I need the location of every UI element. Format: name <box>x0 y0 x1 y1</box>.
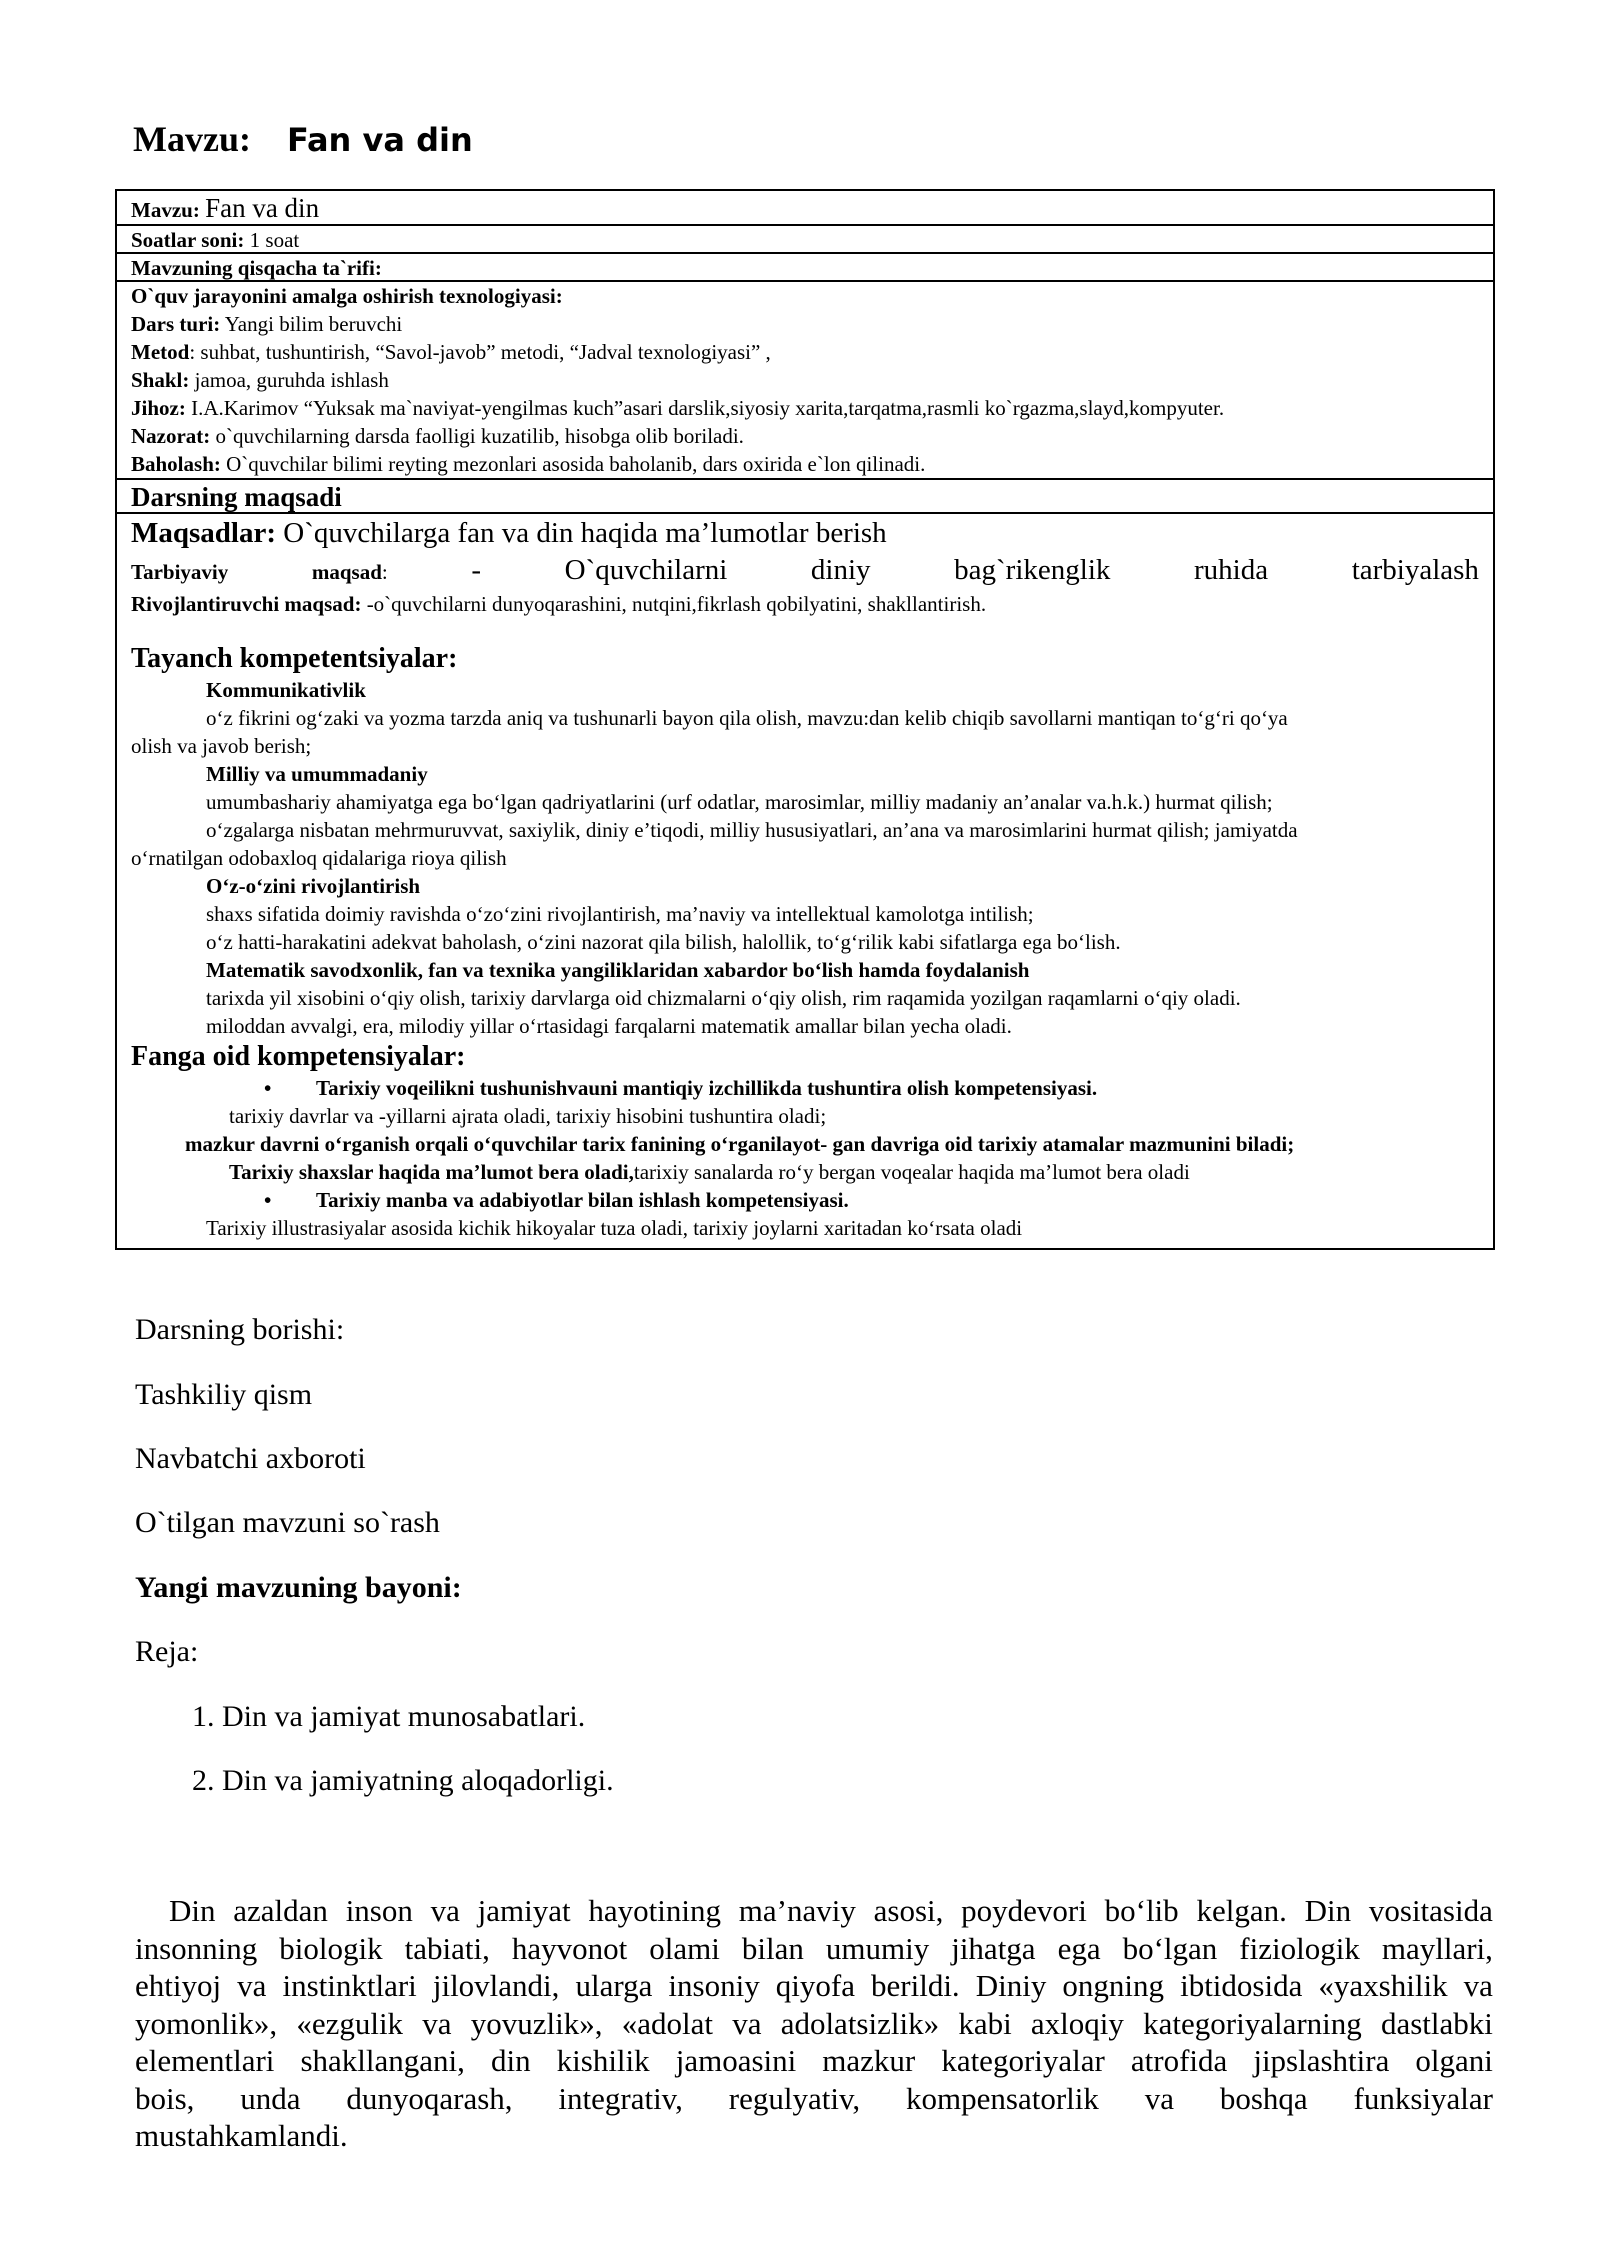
lesson-assessment: Baholash: O`quvchilar bilimi reyting mezonlari asosida baholanib, dars oxirida e`lon qilinadi. <box>131 452 926 476</box>
paragraph-line: ehtiyoj va instinktlari jilovlandi, ularga insoniy qiyofa berildi. Diniy ongning ibtidosida «yaxshilik va <box>135 1968 1493 2003</box>
table-row-topic <box>117 191 1493 226</box>
subject-competency-1-line: tarixiy davrlar va -yillarni ajrata oladi, tarixiy hisobini tushuntira oladi; <box>229 1104 827 1128</box>
bullet-icon: • <box>264 1076 272 1100</box>
competency-culture-line2: o‘zgalarga nisbatan mehrmuruvvat, saxiylik, diniy e’tiqodi, milliy hususiyatlari, an’ana va marosimlarini hurmat qilish; jamiyatda <box>206 818 1298 842</box>
subject-competency-1: • Tarixiy voqeilikni tushunishvauni mantiqiy izchillikda tushuntira olish kompetensiyasi. <box>264 1076 1098 1100</box>
duty-report: Navbatchi axboroti <box>135 1442 366 1475</box>
subject-competency-1-figures: Tarixiy shaxslar haqida ma’lumot bera oladi,tarixiy sanalarda ro‘y bergan voqealar haqida ma’lumot bera oladi <box>229 1160 1190 1184</box>
subject-competency-2: • Tarixiy manba va adabiyotlar bilan ishlash kompetensiyasi. <box>264 1188 849 1212</box>
title-label: Mavzu: <box>133 119 251 159</box>
paragraph-line: elementlari shakllangani, din kishilik jamoasini mazkur kategoriyalar atrofida jipslashtira olgani <box>135 2043 1493 2078</box>
competency-math-title: Matematik savodxonlik, fan va texnika yangiliklaridan xabardor bo‘lish hamda foydalanish <box>206 958 1030 982</box>
table-row-hours <box>117 226 1493 254</box>
paragraph-line: yomonlik», «ezgulik va yovuzlik», «adolat va adolatsizlik» kabi axloqiy kategoriyalarning dastlabki <box>135 2005 1493 2041</box>
lesson-type: Dars turi: Yangi bilim beruvchi <box>131 312 403 336</box>
competency-self-development-line2: o‘z hatti-harakatini adekvat baholash, o‘zini nazorat qila bilish, halollik, to‘g‘rilik kabi sifatlarga ega bo‘lish. <box>206 930 1121 954</box>
document-title <box>133 118 473 160</box>
upbringing-goal-line: Tarbiyaviy maqsad: - O`quvchilarni diniy bag`rikenglik ruhida tarbiyalash <box>131 554 1479 586</box>
competency-culture-title: Milliy va umummadaniy <box>206 762 428 786</box>
lesson-form: Shakl: jamoa, guruhda ishlash <box>131 368 389 392</box>
lesson-progress-heading: Darsning borishi: <box>135 1313 345 1346</box>
competency-math-line2: miloddan avvalgi, era, milodiy yillar o‘rtasidagi farqalarni matematik amallar bilan yecha oladi. <box>206 1014 1012 1038</box>
paragraph-line: bois, unda dunyoqarash, integrativ, regulyativ, kompensatorlik va boshqa funksiyalar <box>135 2080 1493 2116</box>
competency-self-development-title: O‘z-o‘zini rivojlantirish <box>206 874 421 898</box>
competency-communication-text: o‘z fikrini og‘zaki va yozma tarzda aniq va tushunarli bayon qila olish, mavzu:dan kelib chiqib savollarni mantiqan to‘g‘ri qo‘ya <box>206 706 1288 730</box>
competency-communication-title: Kommunikativlik <box>206 678 366 702</box>
technology-heading: O`quv jarayonini amalga oshirish texnologiyasi: <box>131 284 563 308</box>
table-row-technology <box>117 282 1493 480</box>
development-goal-line: Rivojlantiruvchi maqsad: -o`quvchilarni dunyoqarashini, nutqini,fikrlash qobilyatini, shakllantirish. <box>131 592 987 616</box>
plan-heading: Reja: <box>135 1635 199 1668</box>
plan-item-2: 2. Din va jamiyatning aloqadorligi. <box>192 1764 614 1797</box>
hours-value: 1 soat <box>249 228 300 252</box>
goal-header: Darsning maqsadi <box>131 482 342 512</box>
subject-competency-1-terms: mazkur davrni o‘rganish orqali o‘quvchilar tarix fanining o‘rganilayot- gan davriga oid tarixiy atamalar mazmunini biladi; <box>185 1132 1295 1156</box>
topic-label: Mavzu: <box>131 198 200 222</box>
organizational-part: Tashkiliy qism <box>135 1378 313 1411</box>
competency-math-line1: tarixda yil xisobini o‘qiy olish, tarixiy darvlarga oid chizmalarni o‘qiy olish, rim raqamida yozilgan raqamlarni o‘qiy oladi. <box>206 986 1241 1010</box>
paragraph-line: Din azaldan inson va jamiyat hayotining ma’naviy asosi, poydevori bo‘lib kelgan. Din vositasida <box>169 1893 1493 1928</box>
previous-topic-review: O`tilgan mavzuni so`rash <box>135 1506 440 1539</box>
title-value: Fan va din <box>286 121 473 159</box>
competency-culture-line1: umumbashariy ahamiyatga ega bo‘lgan qadriyatlarini (urf odatlar, marosimlar, milliy madaniy an’analar va.h.k.) hurmat qilish; <box>206 790 1273 814</box>
plan-item-1: 1. Din va jamiyat munosabatlari. <box>192 1700 586 1733</box>
core-competencies-heading: Tayanch kompetentsiyalar: <box>131 643 458 674</box>
paragraph-line: mustahkamlandi. <box>135 2118 348 2153</box>
lesson-equipment: Jihoz: I.A.Karimov “Yuksak ma`naviyat-yengilmas kuch”asari darslik,siyosiy xarita,tarqatma,rasmli ko`rgazma,slayd,kompyuter. <box>131 396 1225 420</box>
table-row-goal-header <box>117 480 1493 514</box>
competency-self-development-line1: shaxs sifatida doimiy ravishda o‘zo‘zini rivojlantirish, ma’naviy va intellektual kamolotga intilish; <box>206 902 1034 926</box>
body-paragraph <box>135 1892 1493 2155</box>
subject-competency-2-line: Tarixiy illustrasiyalar asosida kichik hikoyalar tuza oladi, tarixiy joylarni xaritadan ko‘rsata oladi <box>206 1216 1023 1240</box>
lesson-control: Nazorat: o`quvchilarning darsda faolligi kuzatilib, hisobga olib boriladi. <box>131 424 744 448</box>
topic-value: Fan va din <box>205 193 320 223</box>
hours-label: Soatlar soni: <box>131 228 245 252</box>
competency-culture-line3: o‘rnatilgan odobaxloq qidalariga rioya qilish <box>131 846 507 870</box>
table-row-description <box>117 254 1493 282</box>
table-row-goals <box>117 514 1493 1248</box>
paragraph-line: insonning biologik tabiati, hayvonot olami bilan umumiy jihatga ega bo‘lgan fiziologik mayllari, <box>135 1930 1493 1966</box>
subject-competencies-heading: Fanga oid kompetensiyalar: <box>131 1041 466 1072</box>
new-topic-heading: Yangi mavzuning bayoni: <box>135 1571 462 1604</box>
description-label: Mavzuning qisqacha ta`rifi: <box>131 256 382 280</box>
competency-communication-text-cont: olish va javob berish; <box>131 734 312 758</box>
lesson-plan-table <box>115 189 1495 1250</box>
lesson-method: Metod: suhbat, tushuntirish, “Savol-javob” metodi, “Jadval texnologiyasi” , <box>131 340 771 364</box>
bullet-icon: • <box>264 1188 272 1212</box>
goals-line: Maqsadlar: O`quvchilarga fan va din haqida ma’lumotlar berish <box>131 517 887 549</box>
